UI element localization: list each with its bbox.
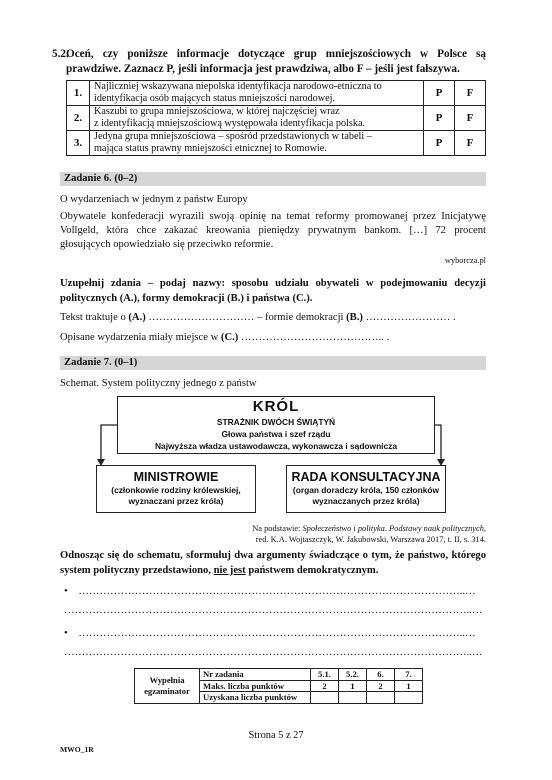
statement-line: z identyfikacją mniejszościową występowała identyfikacja polska. [94,118,366,129]
source-text: Na podstawie: [252,524,303,533]
ministers-line: wyznaczani przez króla) [128,496,224,506]
label-text: Wypełnia [149,675,185,686]
row-number: 2. [67,106,90,131]
task-instruction: Oceń, czy poniższe informacje dotyczące grup mniejszościowych w Polsce są prawdziwe. Zaznacz P, jeśli informacja jest prawdziwa, albo F – jeśli jest fałszywa. [66,48,486,75]
statement-line: mająca status prawny mniejszości etnicznej to Romowie. [94,143,327,154]
max-points: 1 [339,680,367,692]
score-input[interactable] [367,692,395,704]
answer-line-2[interactable] [64,604,482,618]
task-col: 7. [395,669,423,681]
statement-line: identyfikacja osób mających status mniejszości narodowej. [94,93,336,104]
dotted-line: ……………………………………………………………………………………………………..… [64,605,483,616]
quote-line-1: Obywatele konfederacji wyrazili swoją opinię na temat reformy promowanej przez Inicjatywę [60,211,486,222]
statement-line: Najliczniej wskazywana niepolska identyfikacja narodowo-etniczna to [94,81,382,92]
scheme-source [252,523,486,545]
row-label: Maks. liczba punktów [200,680,311,692]
king-title: KRÓL [252,398,300,415]
statement-line: Kaszubi to grupa mniejszościowa, w której najczęściej wraz [94,106,340,117]
row-label: Nr zadania [200,669,311,681]
king-box [117,396,435,454]
score-input[interactable] [339,692,367,704]
marker-b: (B.) [346,312,363,323]
council-line: (organ doradczy króla, 150 członków [292,485,440,495]
task-6-intro: O wydarzeniach w jednym z państw Europy [60,194,248,205]
answer-line-4[interactable] [64,646,482,660]
task-col: 5.1. [311,669,339,681]
true-option[interactable]: P [424,131,455,156]
task-number: 5.2. [52,48,69,60]
question-text: państwem demokratycznym. [245,565,379,576]
council-box [286,465,446,513]
examiner-label [135,669,200,704]
bullet: • [64,628,68,639]
statement-line: Jedyna grupa mniejszościowa – spośród przedstawionych w tabeli – [94,131,372,142]
ministers-line: (członkowie rodziny królewskiej, [111,485,241,495]
task-col: 5.2. [339,669,367,681]
sentence-text: …………………… . [362,312,456,323]
king-line: Najwyższa władza ustawodawcza, wykonawcza i sądownicza [154,441,398,451]
row-number: 3. [67,131,90,156]
source-text: red. K.A. Wojtaszczyk, W. Jakubowski, Warszawa 2017, t. II, s. 314. [255,535,486,544]
false-option[interactable]: F [455,81,486,106]
sentence-text: Opisane wydarzenia miały miejsce w [60,332,221,343]
king-line: STRAŻNIK DWÓCH ŚWIĄTYŃ [216,417,336,427]
task-6-header: Zadanie 6. (0–2) [60,172,486,186]
question-emphasis: nie jest [213,565,246,576]
king-line: Głowa państwa i szef rządu [221,429,331,439]
task-7-header: Zadanie 7. (0–1) [60,356,486,370]
sentence-text: ………………………………….. . [238,332,390,343]
question-text: Odnosząc się do schematu, sformułuj dwa argumenty świadczące o tym, że państwo, którego system polityczny przedstawiono, [60,550,486,576]
quote-source: wyborcza.pl [444,256,486,265]
council-title: RADA KONSULTACYJNA [291,470,441,484]
score-input[interactable] [395,692,423,704]
answer-line-3[interactable] [64,627,476,641]
task-7-intro: Schemat. System polityczny jednego z państw [60,378,257,389]
answer-line-1[interactable] [64,585,476,599]
dotted-line: ………………………………………………………………………………………………..… [78,586,476,597]
bullet: • [64,586,68,597]
label-text: egzaminator [144,685,190,696]
source-text: , [483,524,486,533]
page-number: Strona 5 z 27 [248,730,304,741]
quote-line-3: głosujących opowiedziało się przeciwko reformie. [60,239,274,250]
marker-a: (A.) [128,312,146,323]
marker-c: (C.) [220,332,239,343]
score-table [134,668,423,704]
quote-line-2: Vollgeld, która chce zakazać kreowania pieniędzy prywatnym bankom. […] 72 procent [60,225,486,236]
council-line: wyznaczanych przez króla) [312,496,420,506]
sentence-text: ………………………… – formie demokracji [145,312,347,323]
false-option[interactable]: F [455,131,486,156]
ministers-box [96,465,256,513]
score-input[interactable] [311,692,339,704]
task-7-question [60,548,486,578]
source-title: Społeczeństwo i polityka. Podstawy nauk politycznych [302,524,484,533]
true-option[interactable]: P [424,106,455,131]
ministers-title: MINISTROWIE [133,470,219,484]
max-points: 1 [395,680,423,692]
row-number: 1. [67,81,90,106]
dotted-line: ………………………………………………………………………………………………..… [78,628,476,639]
task-6-instruction: Uzupełnij zdania – podaj nazwy: sposobu udziału obywateli w podejmowaniu decyzji politycznych (A.), formy demokracji (B.) i państwa (C.). [60,278,486,304]
dotted-line: ……………………………………………………………………………………………………..… [64,647,483,658]
max-points: 2 [367,680,395,692]
task-col: 6. [367,669,395,681]
false-option[interactable]: F [455,106,486,131]
table-row [135,669,423,681]
row-label: Uzyskana liczba punktów [200,692,311,704]
sentence-text: Tekst traktuje o [60,312,129,323]
exam-code: MWO_1R [60,745,94,754]
max-points: 2 [311,680,339,692]
true-option[interactable]: P [424,81,455,106]
